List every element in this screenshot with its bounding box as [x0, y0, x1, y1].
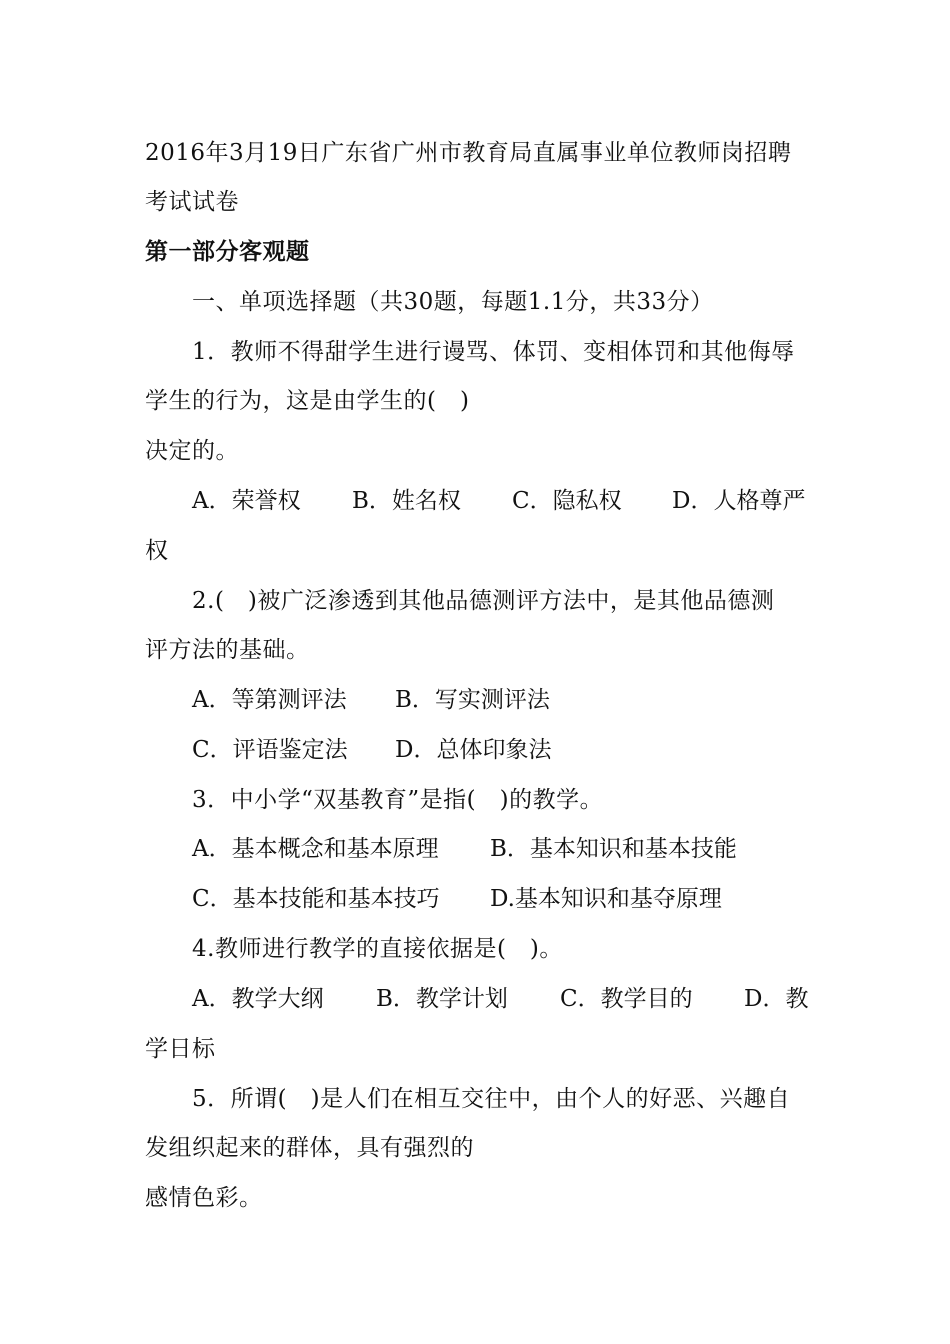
- section-heading: 一、单项选择题（共30题，每题1.1分，共33分）: [192, 289, 714, 315]
- question-4-option-a: A．教学大纲: [192, 986, 324, 1012]
- question-1-option-c: C．隐私权: [512, 488, 622, 514]
- question-2-stem-line-2: 评方法的基础。: [145, 637, 310, 663]
- question-3-option-a: A．基本概念和基本原理: [192, 836, 439, 862]
- question-4-option-d: D．教: [744, 986, 809, 1012]
- question-1-option-a: A．荣誉权: [192, 488, 301, 514]
- question-4-option-c: C．教学目的: [560, 986, 693, 1012]
- question-4-stem: 4.教师进行教学的直接依据是( )。: [192, 936, 563, 962]
- question-1-option-d: D．人格尊严: [672, 488, 806, 514]
- document-title-line-2: 考试试卷: [145, 189, 239, 215]
- question-2-stem-line-1: 2.( )被广泛渗透到其他品德测评方法中，是其他品德测: [192, 588, 775, 614]
- question-5-stem-line-2: 发组织起来的群体，具有强烈的: [145, 1135, 474, 1161]
- question-1-stem-line-3: 决定的。: [145, 438, 239, 464]
- question-2-option-d: D．总体印象法: [395, 737, 552, 763]
- question-4-option-wrap: 学日标: [145, 1036, 216, 1062]
- question-2-option-b: B．写实测评法: [395, 687, 550, 713]
- question-1-option-wrap: 权: [145, 538, 169, 564]
- question-4-option-b: B．教学计划: [376, 986, 508, 1012]
- question-1-stem-line-1: 1．教师不得甜学生进行谩骂、体罚、变相体罚和其他侮辱: [192, 339, 795, 365]
- document-title-line-1: 2016年3月19日广东省广州市教育局直属事业单位教师岗招聘: [145, 140, 792, 166]
- question-3-option-b: B．基本知识和基本技能: [490, 836, 737, 862]
- question-1-option-b: B．姓名权: [352, 488, 461, 514]
- question-3-option-d: D.基本知识和基夺原理: [490, 886, 722, 912]
- question-2-option-a: A．等第测评法: [192, 687, 347, 713]
- question-5-stem-line-3: 感情色彩。: [145, 1185, 263, 1211]
- question-1-stem-line-2: 学生的行为，这是由学生的( ): [145, 388, 470, 414]
- question-3-stem: 3．中小学“双基教育”是指( )的教学。: [192, 787, 604, 813]
- question-5-stem-line-1: 5．所谓( )是人们在相互交往中，由个人的好恶、兴趣自: [192, 1086, 791, 1112]
- part-heading: 第一部分客观题: [145, 239, 310, 265]
- question-2-option-c: C．评语鉴定法: [192, 737, 348, 763]
- question-3-option-c: C．基本技能和基本技巧: [192, 886, 440, 912]
